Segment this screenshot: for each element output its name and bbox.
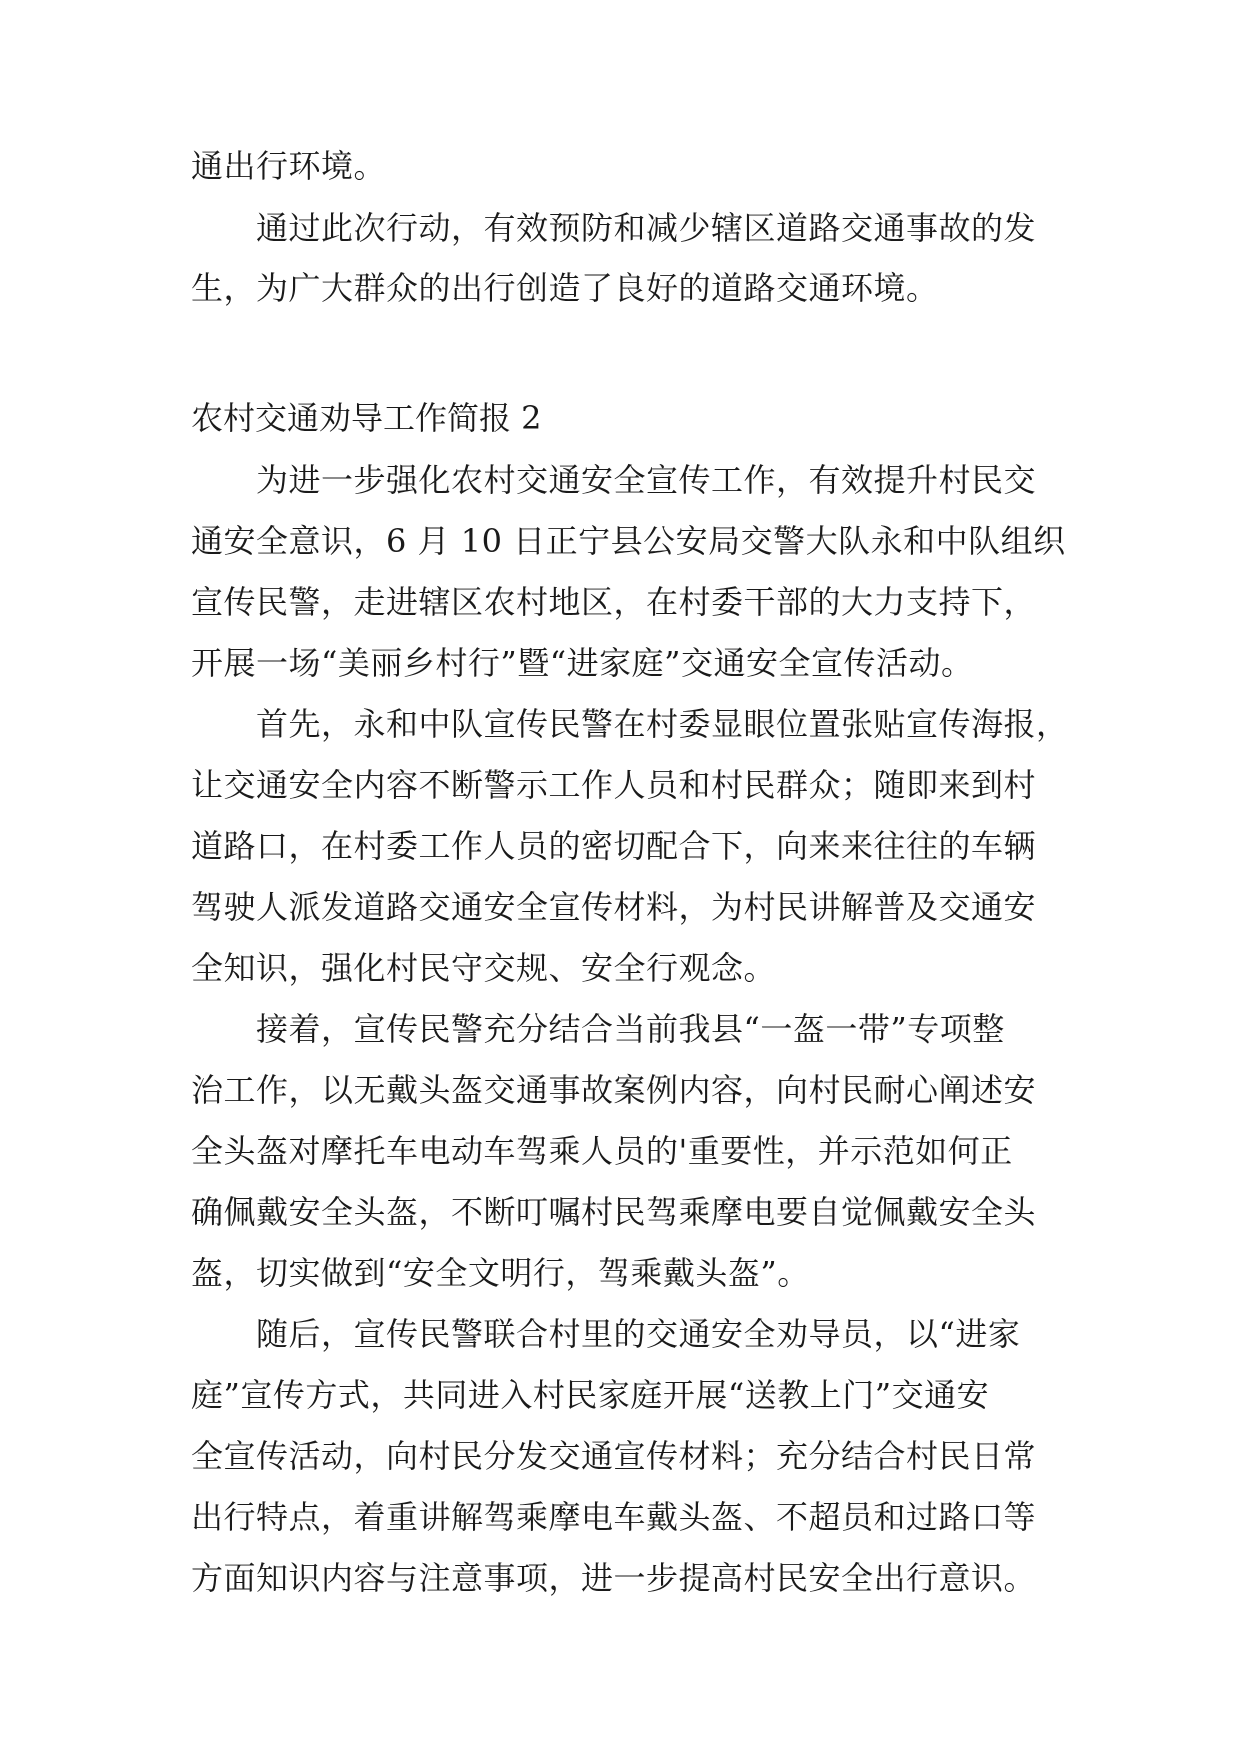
paragraph-line: 庭”宣传方式，共同进入村民家庭开展“送教上门”交通安: [191, 1376, 990, 1414]
paragraph-line: 治工作，以无戴头盔交通事故案例内容，向村民耐心阐述安: [191, 1071, 1037, 1109]
paragraph-line: 为进一步强化农村交通安全宣传工作，有效提升村民交: [256, 461, 1037, 499]
paragraph-line: 道路口，在村委工作人员的密切配合下，向来来往往的车辆: [191, 827, 1037, 865]
paragraph-line: 驾驶人派发道路交通安全宣传材料，为村民讲解普及交通安: [191, 888, 1037, 926]
paragraph-line: 通过此次行动，有效预防和减少辖区道路交通事故的发: [256, 209, 1037, 247]
paragraph-line: 接着，宣传民警充分结合当前我县“一盔一带”专项整: [256, 1010, 1005, 1048]
paragraph-line: 出行特点，着重讲解驾乘摩电车戴头盔、不超员和过路口等: [191, 1498, 1037, 1536]
paragraph-line: 通安全意识，6 月 10 日正宁县公安局交警大队永和中队组织: [191, 522, 1066, 560]
paragraph-line: 全头盔对摩托车电动车驾乘人员的'重要性，并示范如何正: [191, 1132, 1013, 1170]
paragraph-line: 首先，永和中队宣传民警在村委显眼位置张贴宣传海报，: [256, 705, 1069, 743]
paragraph-line: 通出行环境。: [191, 147, 387, 185]
section-title: 农村交通劝导工作简报 2: [191, 399, 542, 437]
paragraph-line: 盔，切实做到“安全文明行，驾乘戴头盔”。: [191, 1254, 810, 1292]
paragraph-line: 让交通安全内容不断警示工作人员和村民群众；随即来到村: [191, 766, 1037, 804]
paragraph-line: 方面知识内容与注意事项，进一步提高村民安全出行意识。: [191, 1559, 1037, 1597]
paragraph-line: 全知识，强化村民守交规、安全行观念。: [191, 949, 777, 987]
paragraph-line: 全宣传活动，向村民分发交通宣传材料；充分结合村民日常: [191, 1437, 1037, 1475]
paragraph-line: 随后，宣传民警联合村里的交通安全劝导员，以“进家: [256, 1315, 1021, 1353]
paragraph-line: 开展一场“美丽乡村行”暨“进家庭”交通安全宣传活动。: [191, 644, 974, 682]
paragraph-line: 确佩戴安全头盔，不断叮嘱村民驾乘摩电要自觉佩戴安全头: [191, 1193, 1037, 1231]
paragraph-line: 生，为广大群众的出行创造了良好的道路交通环境。: [191, 269, 939, 307]
paragraph-line: 宣传民警，走进辖区农村地区，在村委干部的大力支持下，: [191, 583, 1037, 621]
